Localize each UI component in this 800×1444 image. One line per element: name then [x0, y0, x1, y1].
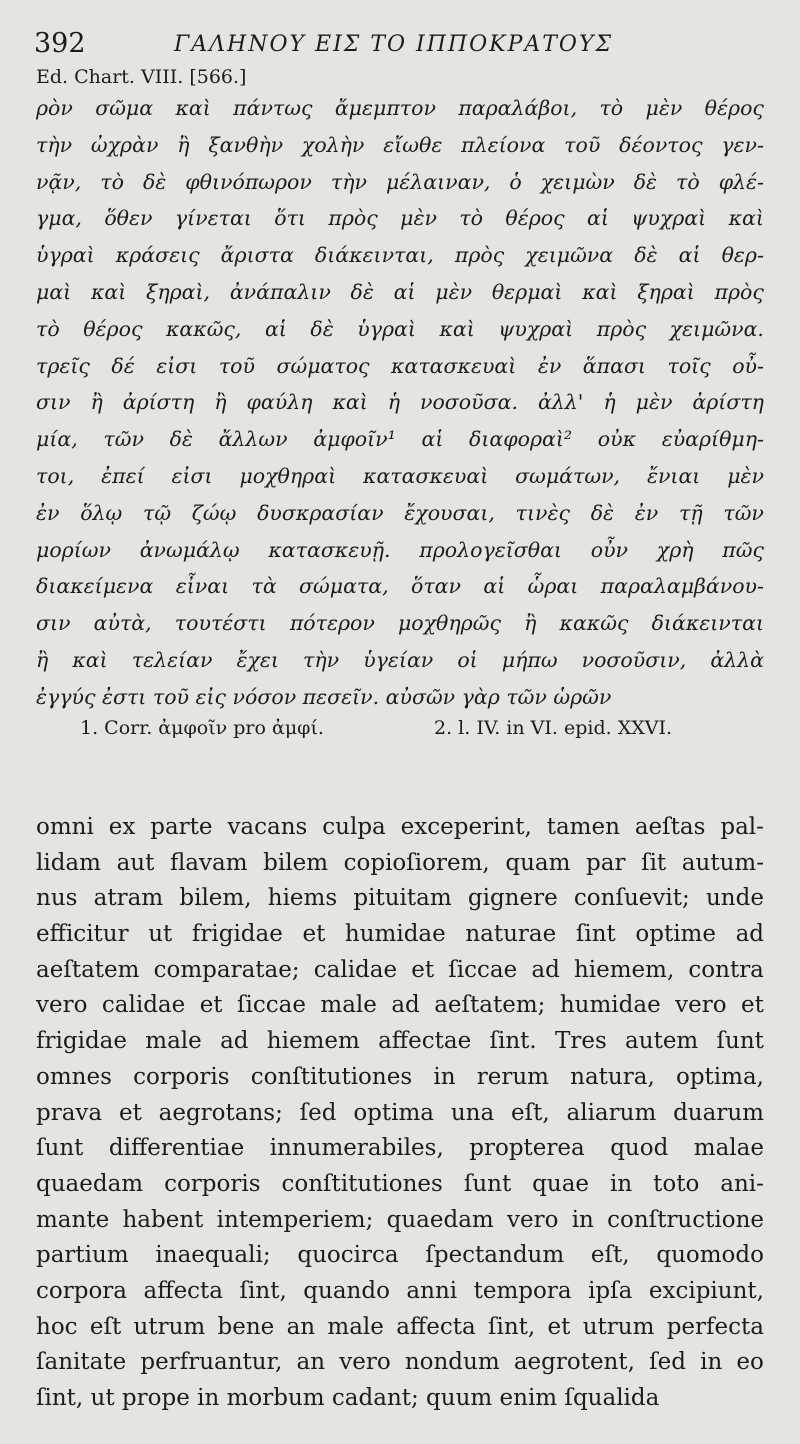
latin-text-line: prava et aegrotans; ſed optima una eſt, aliarum duarum	[36, 1099, 764, 1126]
greek-text-line: ἢ καὶ τελείαν ἔχει τὴν ὑγείαν οἱ μήπω νοσοῦσιν, ἀλλὰ	[36, 647, 764, 672]
latin-text-line: omnes corporis conſtitutiones in rerum natura, optima,	[36, 1063, 764, 1090]
latin-text-line: efficitur ut frigidae et humidae naturae ſint optime ad	[36, 921, 764, 948]
footnotes	[80, 708, 764, 748]
page-header	[34, 28, 770, 60]
latin-text-line: ſint, ut prope in morbum cadant; quum enim ſqualida	[36, 1385, 660, 1411]
greek-text-line: μαὶ καὶ ξηραὶ, ἀνάπαλιν δὲ αἱ μὲν θερμαὶ καὶ ξηραὶ πρὸς	[36, 279, 764, 304]
latin-text-line: ſunt differentiae innumerabiles, propterea quod malae	[36, 1135, 764, 1162]
greek-text-block	[36, 90, 764, 716]
footnote-2: 2. l. IV. in VI. epid. XXVI.	[434, 717, 673, 739]
page-number: 392	[34, 28, 86, 59]
latin-text-line: corpora affecta ſint, quando anni tempora ipſa excipiunt,	[36, 1277, 764, 1304]
latin-text-line: omni ex parte vacans culpa exceperint, tamen aeſtas pal-	[36, 814, 764, 840]
greek-text-line: διακείμενα εἶναι τὰ σώματα, ὅταν αἱ ὧραι παραλαμβάνου-	[36, 574, 764, 599]
greek-text-line: τὸ θέρος κακῶς, αἱ δὲ ὑγραὶ καὶ ψυχραὶ πρὸς χειμῶνα.	[36, 316, 764, 341]
latin-text-line: partium inaequali; quocirca ſpectandum eſt, quomodo	[36, 1242, 764, 1269]
latin-text-block	[36, 810, 764, 1417]
greek-text-line: γμα, ὅθεν γίνεται ὅτι πρὸς μὲν τὸ θέρος αἱ ψυχραὶ καὶ	[36, 206, 764, 231]
latin-text-line: vero calidae et ſiccae male ad aeſtatem; humidae vero et	[36, 992, 764, 1019]
greek-text-line: ἐν ὅλῳ τῷ ζώῳ δυσκρασίαν ἔχουσαι, τινὲς δὲ ἐν τῇ τῶν	[36, 500, 764, 525]
greek-text-line: σιν αὐτὰ, τουτέστι πότερον μοχθηρῶς ἢ κακῶς διάκεινται	[36, 611, 764, 636]
greek-text-line: νᾷν, τὸ δὲ φθινόπωρον τὴν μέλαιναν, ὁ χειμὼν δὲ τὸ φλέ-	[36, 169, 764, 194]
greek-text-line: μορίων ἀνωμάλῳ κατασκευῇ. προλογεῖσθαι οὖν χρὴ πῶς	[36, 537, 764, 562]
greek-text-line: τοι, ἐπεί εἰσι μοχθηραὶ κατασκευαὶ σωμάτων, ἔνιαι μὲν	[36, 463, 764, 488]
latin-text-line: frigidae male ad hiemem affectae ſint. Tres autem ſunt	[36, 1028, 764, 1055]
greek-text-line: σιν ἢ ἀρίστη ἢ φαύλη καὶ ἡ νοσοῦσα. ἀλλ' ἡ μὲν ἀρίστη	[36, 390, 764, 415]
latin-text-line: mante habent intemperiem; quaedam vero in conſtructione	[36, 1206, 764, 1233]
greek-text-line: ἐγγύς ἐστι τοῦ εἰς νόσον πεσεῖν. αὐσῶν γὰρ τῶν ὡρῶν	[36, 684, 612, 709]
edition-reference: Ed. Chart. VIII. [566.]	[36, 66, 247, 88]
greek-text-line: τὴν ὠχρὰν ἢ ξανθὴν χολὴν εἴωθε πλείονα τοῦ δέοντος γεν-	[36, 132, 764, 157]
greek-text-line: ὑγραὶ κράσεις ἄριστα διάκεινται, πρὸς χειμῶνα δὲ αἱ θερ-	[36, 243, 764, 268]
latin-text-line: hoc eſt utrum bene an male affecta ſint, et utrum perfecta	[36, 1313, 764, 1340]
running-head: ΓΑΛΗΝΟΥ ΕΙΣ ΤΟ ΙΠΠΟΚΡΑΤΟΥΣ	[174, 32, 614, 57]
footnote-1: 1. Corr. ἀμφοῖν pro ἀμφί.	[80, 717, 324, 739]
latin-text-line: aeſtatem comparatae; calidae et ſiccae ad hiemem, contra	[36, 956, 764, 983]
greek-text-line: ρὸν σῶμα καὶ πάντως ἄμεμπτον παραλάβοι, τὸ μὲν θέρος	[36, 96, 764, 120]
latin-text-line: lidam aut flavam bilem copioſiorem, quam par ſit autum-	[36, 849, 764, 876]
latin-text-line: ſanitate perfruantur, an vero nondum aegrotent, ſed in eo	[36, 1349, 764, 1376]
latin-text-line: quaedam corporis conſtitutiones ſunt quae in toto ani-	[36, 1170, 764, 1197]
greek-text-line: μία, τῶν δὲ ἄλλων ἀμφοῖν¹ αἱ διαφοραὶ² οὐκ εὐαρίθμη-	[36, 427, 764, 452]
latin-text-line: nus atram bilem, hiems pituitam gignere conſuevit; unde	[36, 885, 764, 912]
greek-text-line: τρεῖς δέ εἰσι τοῦ σώματος κατασκευαὶ ἐν ἅπασι τοῖς οὖ-	[36, 353, 764, 378]
